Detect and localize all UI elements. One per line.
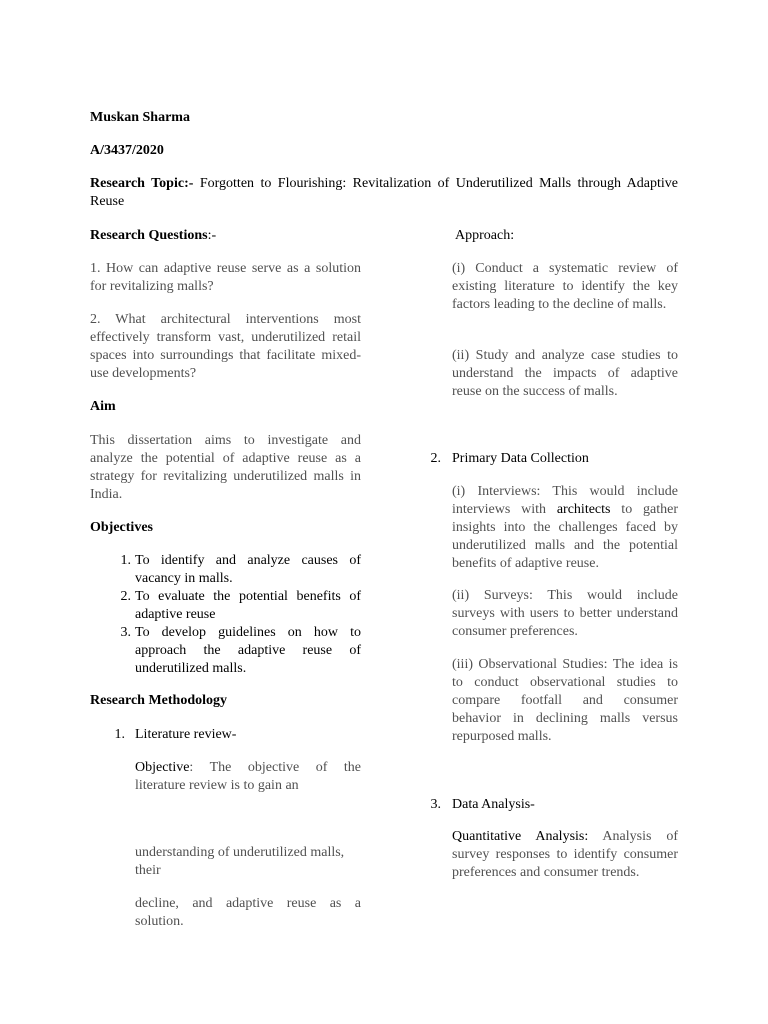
research-topic	[90, 175, 678, 211]
observational-text: (iii) Observational Studies: The idea is to conduct observational studies to compare footfall and consumer behavior in declining malls versus repurposed malls.	[452, 657, 678, 744]
aim-text: This dissertation aims to investigate and analyze the potential of adaptive reuse as a strategy for revitalizing underutilized malls in India.	[90, 433, 361, 502]
literature-review-label: Literature review-	[135, 727, 237, 742]
rq-heading-suffix: :-	[207, 228, 217, 243]
list-item-number: 1.	[120, 553, 131, 568]
interviews-pre: (i) Interviews: This would include interviews with	[452, 484, 678, 517]
topic-label: Research Topic:-	[90, 176, 194, 191]
literature-continuation-1: understanding of underutilized malls, their	[135, 845, 345, 878]
approach-item-1: (i) Conduct a systematic review of existing literature to identify the key factors leading to the decline of malls.	[452, 261, 678, 312]
literature-objective	[135, 759, 361, 795]
approach-item-2: (ii) Study and analyze case studies to understand the impacts of adaptive reuse on the success of malls.	[452, 348, 678, 399]
data-analysis-number: 3.	[430, 797, 441, 812]
data-analysis-heading: Data Analysis-	[452, 797, 535, 812]
literature-continuation-2: decline, and adaptive reuse as a solution.	[135, 896, 361, 929]
research-questions-heading	[90, 227, 361, 245]
approach-heading: Approach:	[455, 228, 515, 243]
research-methodology-heading: Research Methodology	[90, 693, 227, 708]
quant-text: Analysis of survey responses to identify consumer preferences and consumer trends.	[452, 829, 678, 880]
question-1: 1. How can adaptive reuse serve as a solution for revitalizing malls?	[90, 261, 361, 294]
primary-data-heading: Primary Data Collection	[452, 451, 589, 466]
rq-heading-text: Research Questions	[90, 228, 208, 243]
interviews-post: to gather insights into the challenges faced by underutilized malls and the potential benefits of adaptive reuse.	[452, 502, 678, 571]
topic-text: Forgotten to Flourishing: Revitalization of Underutilized Malls through Adaptive Reuse	[90, 176, 679, 209]
objective-label: Objective	[135, 760, 190, 775]
list-item-text: To develop guidelines on how to approach the adaptive reuse of underutilized malls.	[135, 625, 361, 676]
list-item-text: To identify and analyze causes of vacancy in malls.	[135, 553, 361, 586]
list-item-number: 3.	[120, 625, 131, 640]
list-item-text: To evaluate the potential benefits of adaptive reuse	[135, 589, 361, 622]
quantitative-analysis-text	[452, 828, 678, 882]
list-item-number: 2.	[120, 589, 131, 604]
interviews-highlight: architects	[556, 502, 611, 517]
objective-text: : The objective of the literature review is to gain an	[135, 760, 361, 793]
interviews-text	[452, 483, 678, 573]
objectives-heading: Objectives	[90, 520, 153, 535]
quant-label: Quantitative Analysis:	[452, 829, 589, 844]
aim-heading: Aim	[90, 399, 116, 414]
roll-number: A/3437/2020	[90, 143, 164, 158]
objectives-list	[90, 552, 361, 682]
author-name: Muskan Sharma	[90, 110, 190, 125]
question-2: 2. What architectural interventions most effectively transform vast, underutilized retail spaces into surroundings that facilitate mixed-use developments?	[90, 312, 361, 381]
surveys-text: (ii) Surveys: This would include surveys with users to better understand consumer preferences.	[452, 588, 678, 639]
primary-data-number: 2.	[430, 451, 441, 466]
literature-review-number: 1.	[114, 727, 125, 742]
